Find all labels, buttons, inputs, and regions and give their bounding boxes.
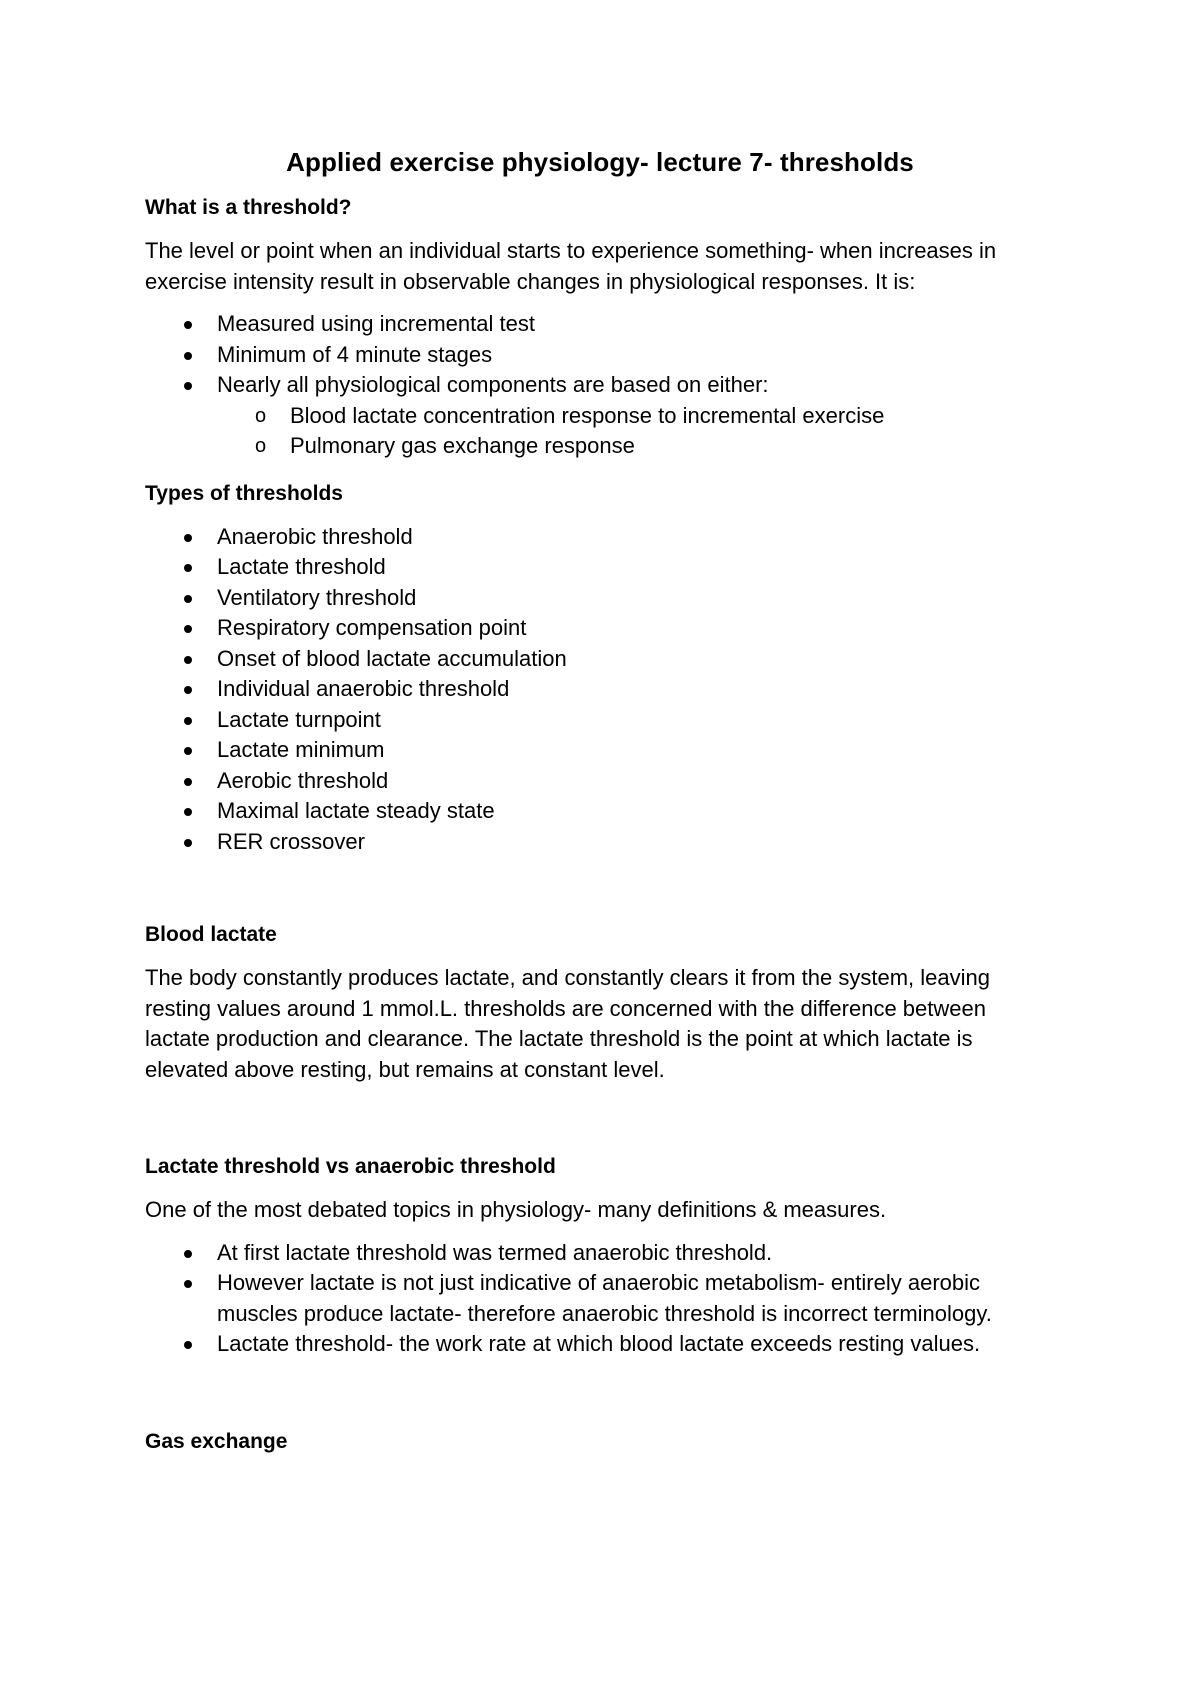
list-item: Lactate threshold [145,552,1055,583]
document-title: Applied exercise physiology- lecture 7- thresholds [286,147,914,177]
list-item: Nearly all physiological components are based on either: [145,370,1055,401]
section-heading-lactate-vs-anaerobic: Lactate threshold vs anaerobic threshold [145,1155,556,1178]
paragraph-threshold-definition: The level or point when an individual starts to experience something- when increases in exercise intensity result in observable changes in physiological responses. It is: [145,238,997,294]
section-heading-what-is-threshold: What is a threshold? [145,196,352,219]
list-item: Minimum of 4 minute stages [145,340,1055,371]
list-item: Ventilatory threshold [145,583,1055,614]
sub-list-item: o Pulmonary gas exchange response [145,431,1055,462]
section-heading-gas-exchange: Gas exchange [145,1429,288,1453]
list-item: Respiratory compensation point [145,613,1055,644]
section-heading-types-of-thresholds: Types of thresholds [145,481,343,505]
list-item: RER crossover [145,827,1055,858]
types-bullet-list [145,522,1055,858]
list-item: Lactate threshold- the work rate at which blood lactate exceeds resting values. [145,1329,1055,1360]
list-item: Individual anaerobic threshold [145,674,1055,705]
list-item: However lactate is not just indicative of anaerobic metabolism- entirely aerobic muscles produce lactate- therefore anaerobic threshold is incorrect terminology. [145,1268,1055,1329]
sub-list-item: o Blood lactate concentration response to incremental exercise [145,401,1055,432]
list-item: Onset of blood lactate accumulation [145,644,1055,675]
section-heading-blood-lactate: Blood lactate [145,923,277,946]
threshold-bullet-list [145,309,1055,462]
list-item: Lactate turnpoint [145,705,1055,736]
lactate-vs-anaerobic-bullet-list [145,1238,1055,1360]
list-item: Measured using incremental test [145,309,1055,340]
list-item: Lactate minimum [145,735,1055,766]
list-item: At first lactate threshold was termed anaerobic threshold. [145,1238,1055,1269]
paragraph-lactate-vs-anaerobic: One of the most debated topics in physiology- many definitions & measures. [145,1197,887,1222]
paragraph-blood-lactate: The body constantly produces lactate, and constantly clears it from the system, leaving resting values around 1 mmol.L. thresholds are concerned with the difference between lactate production and clearance. The lactate threshold is the point at which lactate is elevated above resting, but remains at constant level. [145,965,990,1082]
list-item: Aerobic threshold [145,766,1055,797]
list-item: Maximal lactate steady state [145,796,1055,827]
list-item: Anaerobic threshold [145,522,1055,553]
